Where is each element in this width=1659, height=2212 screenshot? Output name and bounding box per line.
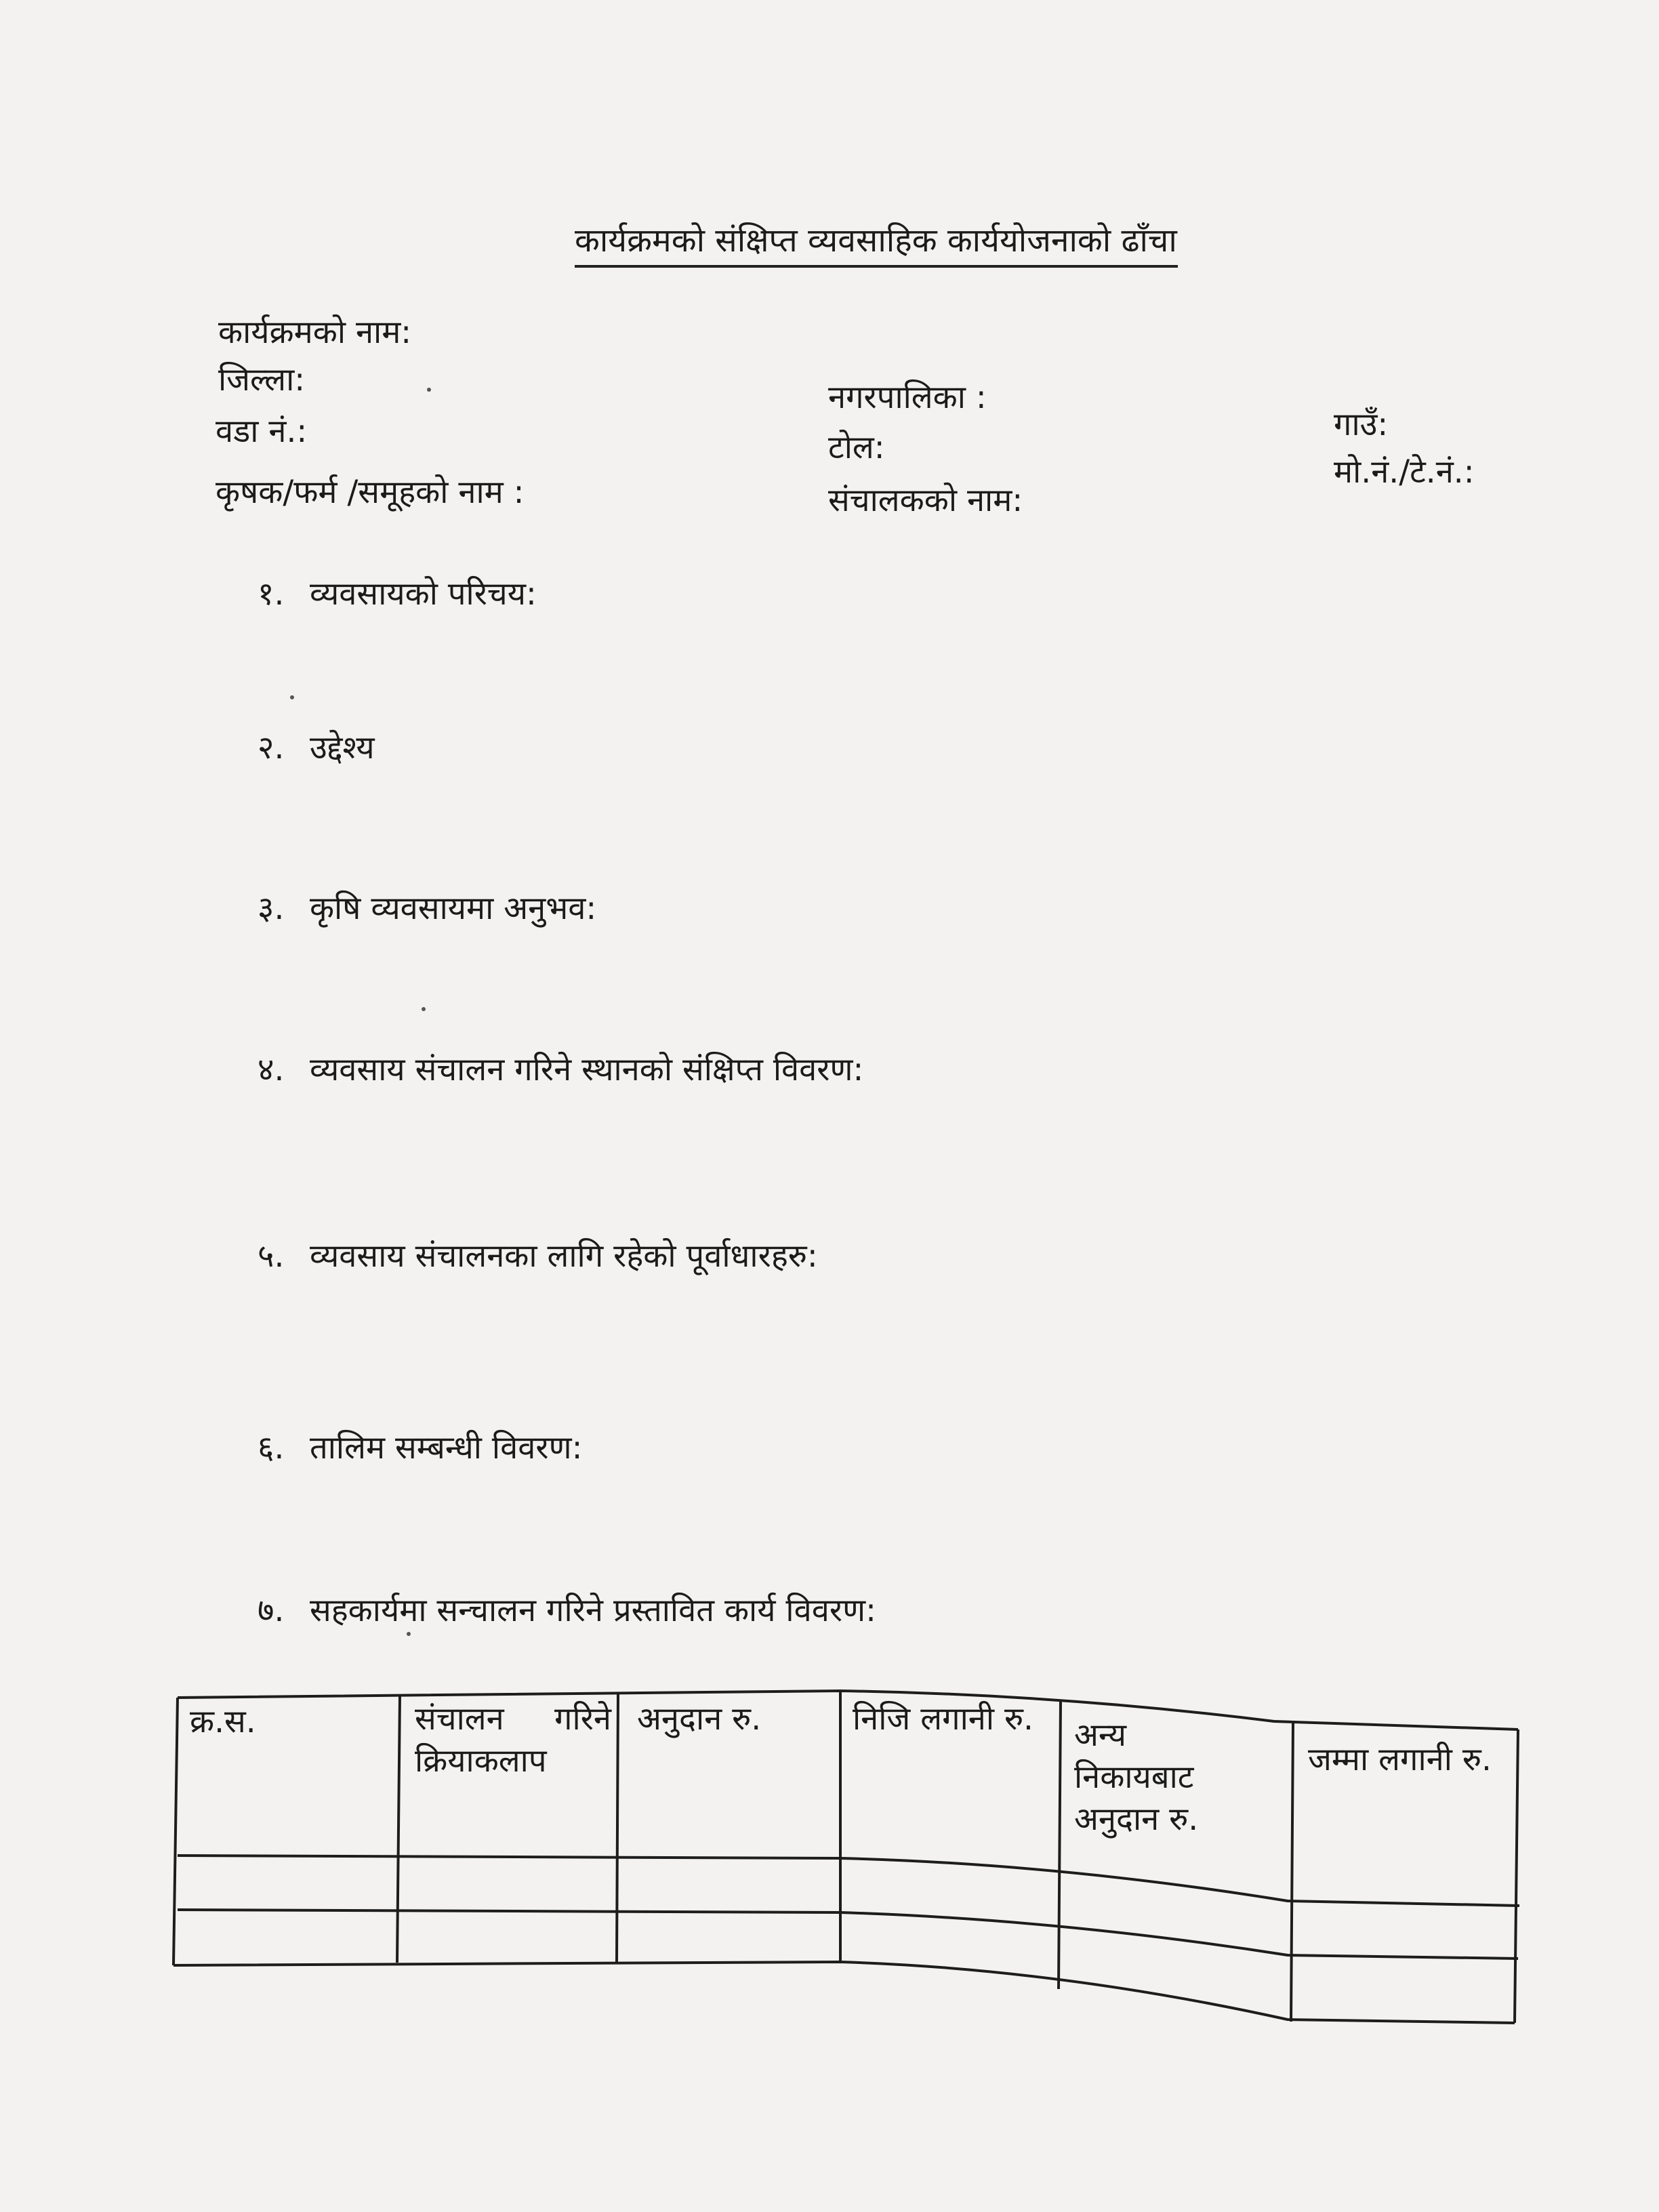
farmer-firm-group-name-label: कृषक/फर्म /समूहको नाम :: [216, 474, 525, 511]
section-number: ४.: [258, 1051, 285, 1088]
section-label: व्यवसाय संचालन गरिने स्थानको संक्षिप्त विवरण:: [309, 1051, 864, 1088]
ward-no-label: वडा नं.:: [216, 413, 308, 450]
tole-label: टोल:: [828, 429, 885, 466]
table-header-other-agency-grant: अन्य निकायबाट अनुदान रु.: [1074, 1717, 1199, 1838]
section-number: २.: [258, 729, 285, 766]
table-col-line: [173, 1698, 178, 1965]
table-col-line: [1515, 1729, 1518, 2023]
district-label: जिल्ला:: [218, 361, 306, 398]
scan-speck: [427, 388, 431, 392]
section-label: सहकार्यमा सन्चालन गरिने प्रस्तावित कार्य विवरण:: [309, 1592, 876, 1629]
section-label: कृषि व्यवसायमा अनुभव:: [309, 890, 597, 927]
section-number: ७.: [258, 1592, 285, 1629]
phone-label: मो.नं./टे.नं.:: [1334, 453, 1475, 491]
section-number: ३.: [258, 890, 285, 927]
table-header-serial: क्र.स.: [190, 1703, 256, 1740]
table-top-border: [178, 1691, 1518, 1729]
table-row-line: [178, 1910, 1518, 1959]
section-label: व्यवसायको परिचय:: [309, 575, 537, 613]
scan-speck: [407, 1632, 411, 1636]
form-title: कार्यक्रमको संक्षिप्त व्यवसाहिक कार्ययोजनाको ढाँचा: [575, 220, 1178, 268]
section-label: व्यवसाय संचालनका लागि रहेको पूर्वाधारहरु:: [309, 1237, 818, 1275]
section-number: १.: [258, 575, 285, 613]
village-label: गाउँ:: [1334, 406, 1389, 443]
section-label: तालिम सम्बन्धी विवरण:: [309, 1429, 583, 1467]
section-label: उद्देश्य: [309, 729, 375, 766]
operator-name-label: संचालकको नाम:: [828, 482, 1023, 519]
table-header-activity: संचालन गरिने क्रियाकलाप: [415, 1700, 611, 1780]
scan-speck: [422, 1007, 426, 1011]
table-row-line: [178, 1856, 1519, 1906]
table-header-total-investment: जम्मा लगानी रु.: [1308, 1741, 1492, 1778]
scan-speck: [290, 695, 294, 699]
section-number: ६.: [258, 1429, 285, 1467]
section-number: ५.: [258, 1237, 285, 1275]
program-name-label: कार्यक्रमको नाम:: [218, 314, 412, 351]
table-header-grant: अनुदान रु.: [637, 1700, 762, 1738]
municipality-label: नगरपालिका :: [828, 379, 987, 416]
table-col-line: [397, 1696, 400, 1963]
table-header-private-investment: निजि लगानी रु.: [853, 1700, 1033, 1738]
table-col-line: [1059, 1701, 1061, 1989]
table-col-line: [1291, 1723, 1293, 2022]
table-bottom-border: [173, 1962, 1515, 2023]
table-col-line: [617, 1694, 618, 1962]
